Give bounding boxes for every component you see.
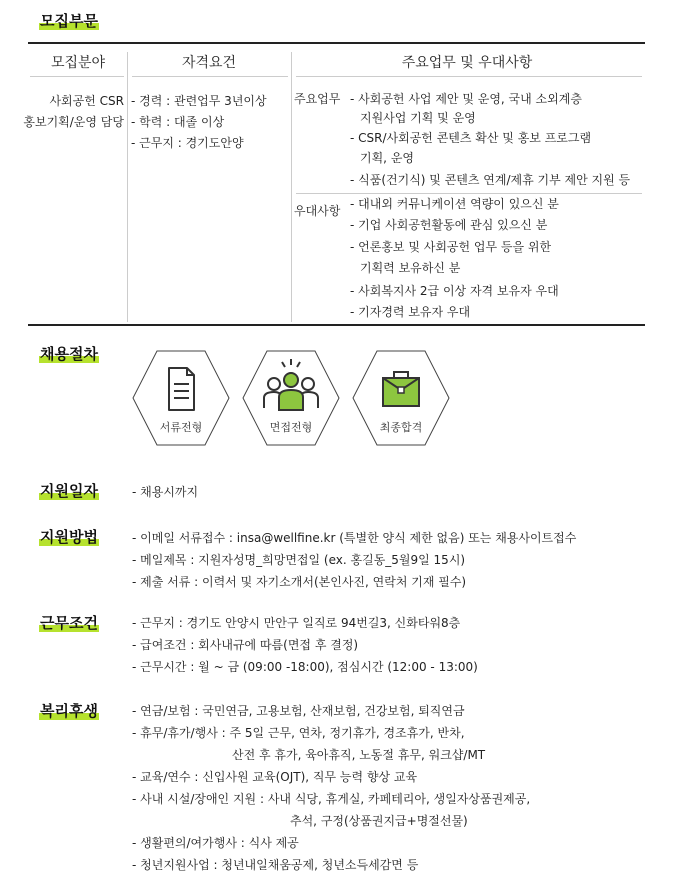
requirement-location: - 근무지 : 경기도안양 (131, 136, 244, 150)
column-divider (127, 52, 128, 322)
welfare-item: - 휴무/휴가/행사 : 주 5일 근무, 연차, 정기휴가, 경조휴가, 반차, (132, 726, 465, 740)
duty-line: 기획, 운영 (360, 151, 414, 165)
header-duties: 주요업무 및 우대사항 (401, 55, 533, 71)
duty-line: - 사회공헌 사업 제안 및 운영, 국내 소외계층 (350, 92, 582, 106)
preferred-line: - 언론홍보 및 사회공헌 업무 등을 위한 (350, 240, 552, 254)
document-icon (169, 368, 194, 410)
preferred-line: - 기업 사회공헌활동에 관심 있으신 분 (350, 218, 548, 232)
step-label: 면접전형 (269, 421, 313, 434)
period-section-title: 지원일자 (40, 482, 98, 500)
header-underline (30, 76, 124, 77)
method-item: - 제출 서류 : 이력서 및 자기소개서(본인사진, 연락처 기재 필수) (132, 575, 467, 589)
briefcase-icon (383, 372, 419, 406)
preferred-label: 우대사항 (294, 204, 341, 218)
duty-line: - CSR/사회공헌 콘텐츠 확산 및 홍보 프로그램 (350, 131, 592, 145)
welfare-item: - 청년지원사업 : 청년내일채움공제, 청년소득세감면 등 (132, 858, 419, 872)
welfare-item: 산전 후 휴가, 육아휴직, 노동절 휴무, 워크샵/MT (232, 748, 486, 762)
duties-label: 주요업무 (294, 92, 341, 106)
condition-item: - 근무시간 : 월 ~ 금 (09:00 -18:00), 점심시간 (12:00 - 13:00) (132, 660, 478, 674)
table-top-rule (28, 42, 645, 44)
welfare-item: - 생활편의/여가행사 : 식사 제공 (132, 836, 299, 850)
process-section-title: 채용절차 (40, 345, 98, 363)
welfare-item: 추석, 구정(상품권지급+명절선물) (290, 814, 468, 828)
header-field: 모집분야 (50, 55, 106, 71)
condition-item: - 급여조건 : 회사내규에 따름(면접 후 결정) (132, 638, 359, 652)
field-line-2: 홍보기획/운영 담당 (23, 115, 124, 129)
column-divider (291, 52, 292, 322)
header-underline (132, 76, 288, 77)
duty-line: - 식품(건기식) 및 콘텐츠 연계/제휴 기부 제안 지원 등 (350, 173, 631, 187)
welfare-item: - 연금/보험 : 국민연금, 고용보험, 산재보험, 건강보험, 퇴직연금 (132, 704, 465, 718)
welfare-section-title: 복리후생 (40, 702, 98, 720)
requirement-education: - 학력 : 대졸 이상 (131, 115, 225, 129)
header-underline (296, 76, 642, 77)
method-item: - 이메일 서류접수 : insa@wellfine.kr (특별한 양식 제한 없음) 또는 채용사이트접수 (132, 531, 577, 545)
method-item: - 메일제목 : 지원자성명_희망면접일 (ex. 홍길동_5월9일 15시) (132, 553, 466, 567)
conditions-section-title: 근무조건 (40, 614, 98, 632)
recruit-section-title: 모집부문 (40, 12, 98, 30)
preferred-line: - 기자경력 보유자 우대 (350, 305, 471, 319)
step-label: 최종합격 (379, 421, 423, 434)
welfare-item: - 사내 시설/장애인 지원 : 사내 식당, 휴게실, 카페테리아, 생일자상품권제공, (132, 792, 531, 806)
welfare-item: - 교육/연수 : 신입사원 교육(OJT), 직무 능력 향상 교육 (132, 770, 418, 784)
condition-item: - 근무지 : 경기도 안양시 만안구 일직로 94번길3, 신화타워8층 (132, 616, 461, 630)
header-requirements: 자격요건 (181, 55, 237, 71)
period-item: - 채용시까지 (132, 485, 199, 499)
field-line-1: 사회공헌 CSR (49, 94, 124, 108)
duty-line: 지원사업 기획 및 운영 (360, 111, 476, 125)
table-bottom-rule (28, 324, 645, 326)
step-label: 서류전형 (159, 421, 203, 434)
requirement-career: - 경력 : 관련업무 3년이상 (131, 94, 267, 108)
preferred-line: - 대내외 커뮤니케이션 역량이 있으신 분 (350, 197, 559, 211)
preferred-line: 기획력 보유하신 분 (360, 261, 461, 275)
preferred-line: - 사회복지사 2급 이상 자격 보유자 우대 (350, 284, 559, 298)
method-section-title: 지원방법 (40, 528, 98, 546)
